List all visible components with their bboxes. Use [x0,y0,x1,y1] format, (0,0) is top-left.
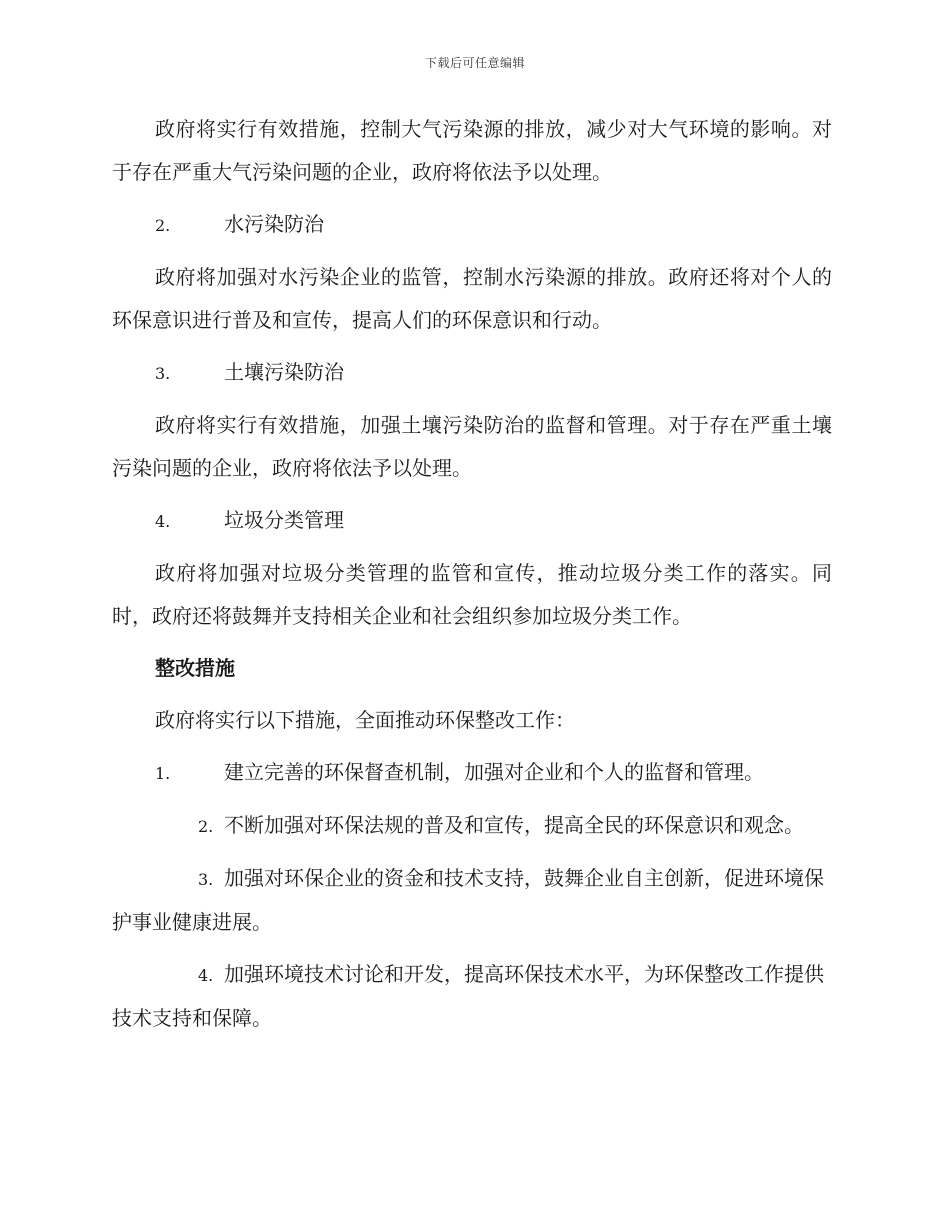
measure-item [112,804,832,848]
list-item-title [112,203,832,247]
paragraph-water-pollution: 政府将加强对水污染企业的监管，控制水污染源的排放。政府还将对个人的环保意识进行普及和宣传，提高人们的环保意识和行动。 [112,265,832,332]
section-heading: 整改措施 [155,656,235,680]
measure-item [112,751,832,795]
measure-text: 建立完善的环保督查机制，加强对企业和个人的监督和管理。 [224,760,764,784]
paragraph-air-pollution: 政府将实行有效措施，控制大气污染源的排放，减少对大气环境的影响。对于存在严重大气污染问题的企业，政府将依法予以处理。 [112,117,832,184]
list-item-title-text: 垃圾分类管理 [224,508,344,532]
list-item-title [112,351,832,395]
measure-number: 4. [198,966,214,985]
list-item-number: 2. [155,216,171,235]
measure-text: 不断加强对环保法规的普及和宣传，提高全民的环保意识和观念。 [224,813,804,837]
list-item-number: 3. [155,364,171,383]
list-item-title-text: 土壤污染防治 [224,360,344,384]
document-body [112,108,832,1049]
measure-text: 加强对环保企业的资金和技术支持，鼓舞企业自主创新，促进环境保护事业健康进展。 [112,866,824,934]
paragraph-soil-pollution: 政府将实行有效措施，加强土壤污染防治的监督和管理。对于存在严重土壤污染问题的企业，政府将依法予以处理。 [112,413,832,480]
paragraph-measures-intro: 政府将实行以下措施，全面推动环保整改工作： [155,708,575,732]
measure-text: 加强环境技术讨论和开发，提高环保技术水平，为环保整改工作提供技术支持和保障。 [112,962,824,1030]
paragraph-waste-sorting: 政府将加强对垃圾分类管理的监管和宣传，推动垃圾分类工作的落实。同时，政府还将鼓舞并支持相关企业和社会组织参加垃圾分类工作。 [112,561,832,628]
measure-item [112,953,832,1040]
list-item-title [112,499,832,543]
measure-number: 1. [155,764,171,783]
page-header: 下载后可任意编辑 [424,56,525,70]
list-item-title-text: 水污染防治 [224,212,324,236]
list-item-number: 4. [155,512,171,531]
measure-item [112,857,832,944]
measure-number: 3. [198,870,214,889]
measure-number: 2. [198,817,214,836]
